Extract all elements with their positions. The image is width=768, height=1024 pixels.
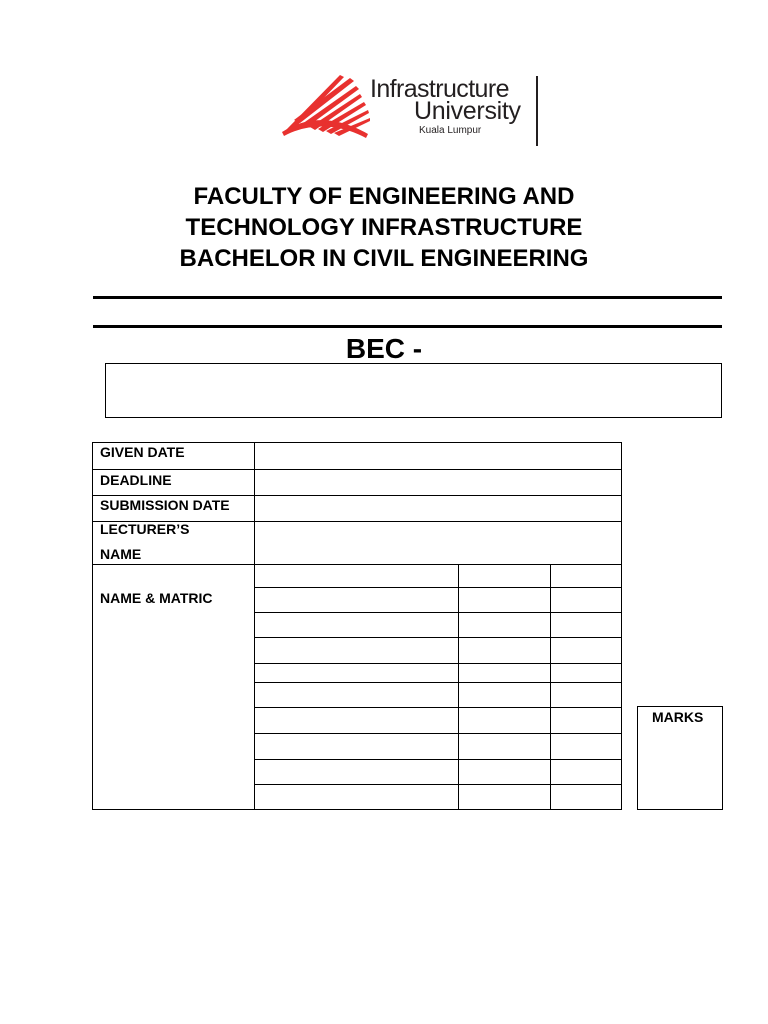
faculty-heading <box>0 181 768 274</box>
logo-text-university: University <box>414 97 521 125</box>
member-column-divider <box>458 564 459 809</box>
logo-book-icon <box>280 72 372 148</box>
deadline-label: DEADLINE <box>100 472 172 488</box>
divider-top <box>93 296 722 299</box>
logo-text-kuala-lumpur: Kuala Lumpur <box>419 125 482 136</box>
marks-box[interactable] <box>637 706 723 810</box>
marks-label: MARKS <box>652 709 704 725</box>
logo-divider <box>536 76 538 146</box>
member-row-divider <box>254 587 621 588</box>
member-row-divider <box>254 612 621 613</box>
name-matric-label: NAME & MATRIC <box>100 590 213 606</box>
row-divider <box>93 564 621 565</box>
course-title-box[interactable] <box>105 363 722 418</box>
course-code: BEC - <box>345 333 423 364</box>
member-row-divider <box>254 733 621 734</box>
faculty-line-2: TECHNOLOGY INFRASTRUCTURE <box>185 214 583 241</box>
member-row-divider <box>254 759 621 760</box>
member-row-divider <box>254 663 621 664</box>
lecturer-label-line-2: NAME <box>100 546 142 562</box>
divider-bottom <box>93 325 722 328</box>
member-row-divider <box>254 637 621 638</box>
university-logo <box>280 72 540 148</box>
submission-date-field[interactable] <box>255 496 621 521</box>
deadline-field[interactable] <box>255 470 621 495</box>
member-column-divider <box>550 564 551 809</box>
member-row-divider <box>254 682 621 683</box>
lecturer-name-field[interactable] <box>255 522 621 564</box>
member-row-divider <box>254 784 621 785</box>
programme-line: BACHELOR IN CIVIL ENGINEERING <box>179 245 589 272</box>
logo-text-infrastructure: Infrastructure <box>370 75 509 103</box>
lecturer-label-line-1: LECTURER’S <box>100 521 190 537</box>
submission-date-label: SUBMISSION DATE <box>100 497 230 513</box>
member-row-divider <box>254 707 621 708</box>
cover-info-table <box>92 442 622 810</box>
faculty-line-1: FACULTY OF ENGINEERING AND <box>193 183 575 210</box>
given-date-field[interactable] <box>255 443 621 469</box>
given-date-label: GIVEN DATE <box>100 444 185 460</box>
